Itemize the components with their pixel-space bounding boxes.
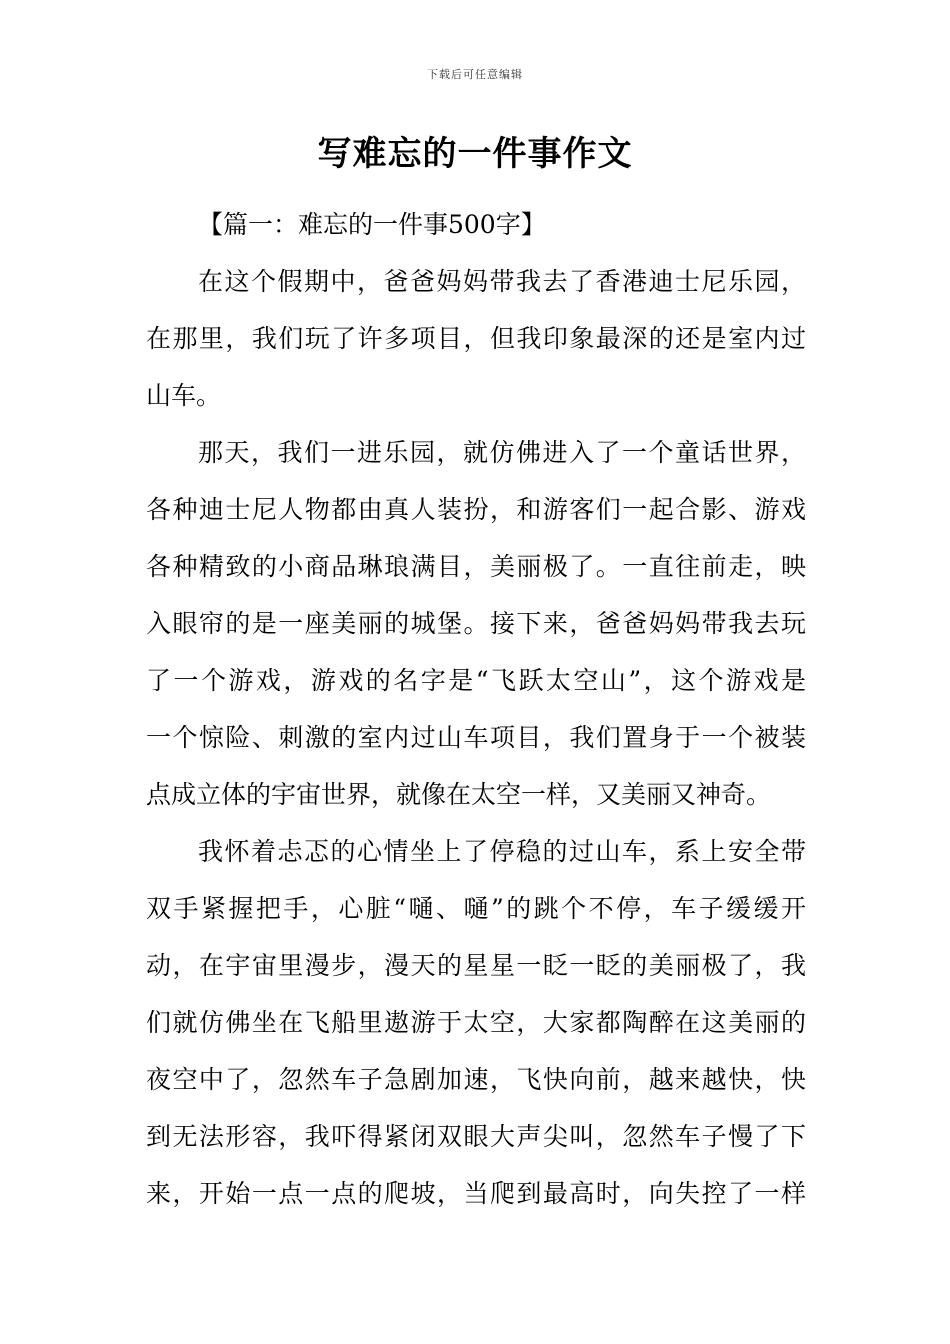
paragraph-line: 们就仿佛坐在飞船里遨游于太空，大家都陶醉在这美丽的 — [146, 1008, 806, 1037]
paragraph-line: 我怀着忐忑的心情坐上了停稳的过山车，系上安全带 — [198, 837, 806, 866]
paragraph-line: 各种精致的小商品琳琅满目，美丽极了。一直往前走，映 — [146, 552, 806, 581]
paragraph-line: 动，在宇宙里漫步，漫天的星星一眨一眨的美丽极了，我 — [146, 951, 806, 980]
paragraph-line: 在那里，我们玩了许多项目，但我印象最深的还是室内过 — [146, 324, 806, 353]
paragraph-line: 了一个游戏，游戏的名字是“飞跃太空山”，这个游戏是 — [146, 666, 806, 695]
paragraph-line: 来，开始一点一点的爬坡，当爬到最高时，向失控了一样 — [146, 1179, 806, 1208]
paragraph-line: 各种迪士尼人物都由真人装扮，和游客们一起合影、游戏 — [146, 495, 806, 524]
paragraph-line: 入眼帘的是一座美丽的城堡。接下来，爸爸妈妈带我去玩 — [146, 609, 806, 638]
page-title: 写难忘的一件事作文 — [317, 134, 633, 174]
paragraph-line: 到无法形容，我吓得紧闭双眼大声尖叫，忽然车子慢了下 — [146, 1122, 806, 1151]
section-heading: 【篇一：难忘的一件事500字】 — [198, 210, 546, 239]
paragraph-1 — [146, 253, 806, 424]
paragraph-line: 那天，我们一进乐园，就仿佛进入了一个童话世界， — [198, 438, 806, 467]
paragraph-line: 在这个假期中，爸爸妈妈带我去了香港迪士尼乐园， — [198, 267, 806, 296]
paragraph-3 — [146, 823, 806, 1222]
header-note: 下载后可任意编辑 — [427, 68, 523, 81]
document-body — [146, 196, 806, 1222]
paragraph-line: 双手紧握把手，心脏“嗵、嗵”的跳个不停，车子缓缓开 — [146, 894, 806, 923]
paragraph-2 — [146, 424, 806, 823]
paragraph-line: 一个惊险、刺激的室内过山车项目，我们置身于一个被装 — [146, 723, 806, 752]
paragraph-line: 点成立体的宇宙世界，就像在太空一样，又美丽又神奇。 — [146, 780, 772, 809]
paragraph-line: 山车。 — [146, 381, 222, 410]
paragraph-line: 夜空中了，忽然车子急剧加速，飞快向前，越来越快，快 — [146, 1065, 806, 1094]
